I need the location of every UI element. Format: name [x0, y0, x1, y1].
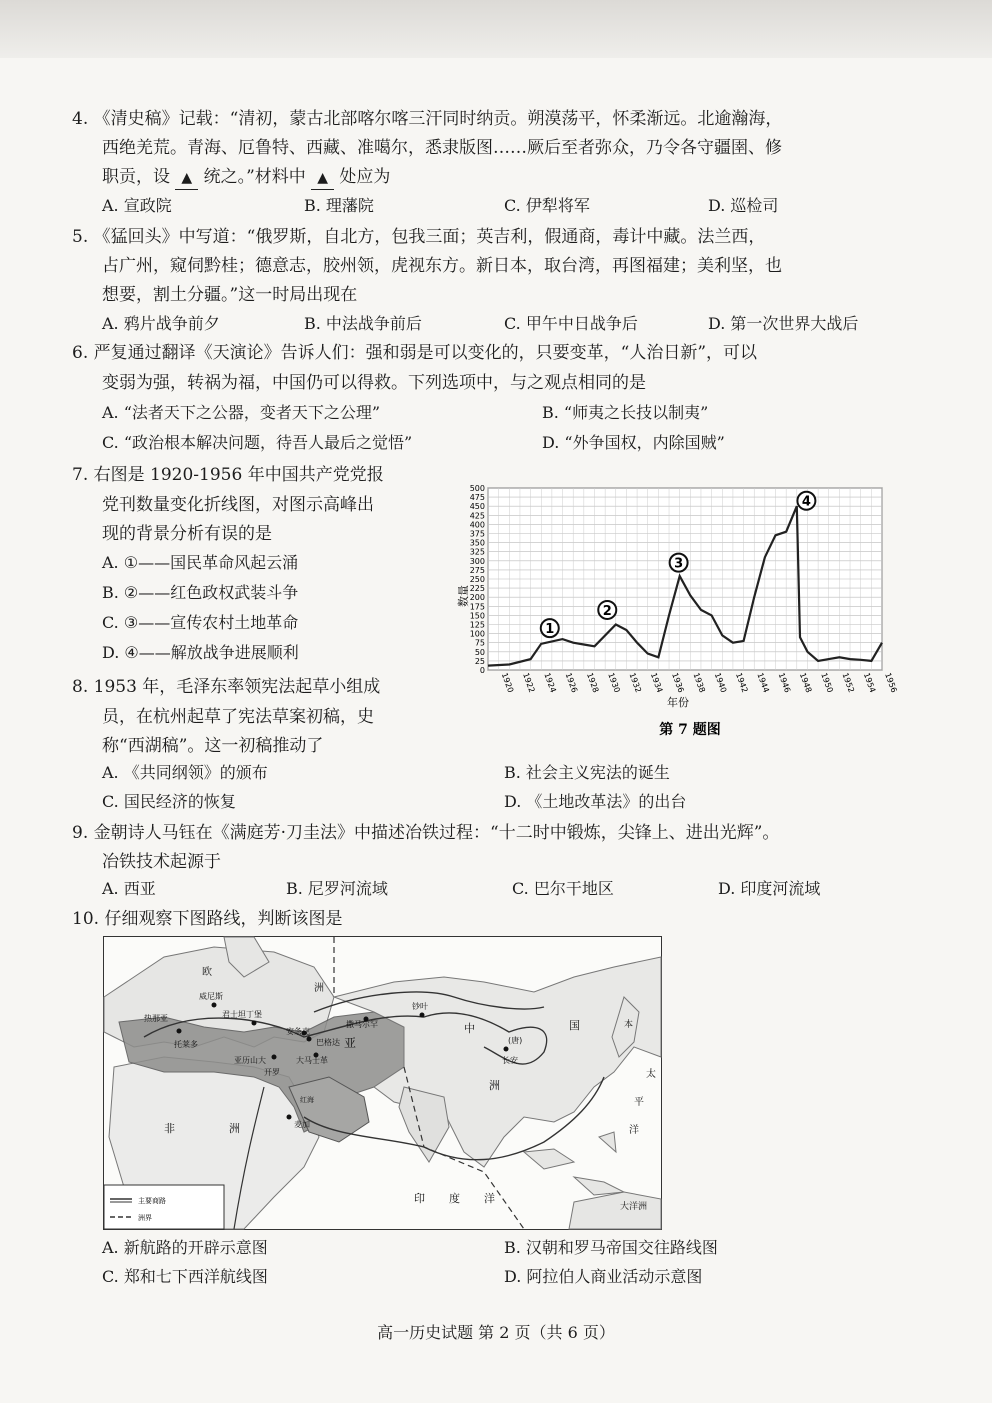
map-label-indian-a: 印	[414, 1192, 425, 1205]
chart-y-tick-label: 225	[469, 584, 485, 594]
q9-option-a: A. 西亚	[102, 879, 156, 898]
map-label-africa-a: 非	[164, 1122, 175, 1135]
map-label-baghdad: 巴格达	[316, 1038, 340, 1047]
q4-line-3a: 职贡，设	[102, 167, 170, 187]
chart-y-tick-label: 275	[469, 565, 485, 575]
map-label-europe-b: 洲	[314, 983, 324, 994]
chart-y-tick-label: 400	[469, 520, 485, 530]
q8-option-d: D. 《土地改革法》的出台	[504, 792, 687, 811]
q7-chart	[457, 480, 899, 742]
map-label-venice: 威尼斯	[199, 992, 223, 1001]
q4-option-b: B. 理藩院	[304, 196, 374, 215]
q4-blank-1	[175, 166, 198, 190]
chart-y-tick-label: 325	[469, 547, 485, 557]
chart-x-tick-label: 1956	[883, 671, 899, 694]
q8-option-a: A. 《共同纲领》的颁布	[102, 763, 268, 782]
q5-option-d: D. 第一次世界大战后	[708, 314, 859, 333]
q9-option-c: C. 巴尔干地区	[512, 879, 614, 898]
chart-x-tick-label: 1932	[627, 671, 643, 694]
map-label-indian-c: 洋	[484, 1192, 495, 1205]
q10-option-a: A. 新航路的开辟示意图	[102, 1238, 268, 1257]
q4-option-d: D. 巡检司	[708, 196, 779, 215]
q7-line-2: 党刊数量变化折线图，对图示高峰出	[102, 495, 374, 515]
q6-option-c: C. “政治根本解决问题，待吾人最后之觉悟”	[102, 433, 413, 452]
map-label-pacific-b: 平	[634, 1097, 644, 1108]
q8-option-c: C. 国民经济的恢复	[102, 792, 236, 811]
map-australia	[569, 1192, 661, 1229]
chart-y-tick-label: 450	[469, 502, 485, 512]
chart-x-tick-label: 1926	[563, 671, 580, 694]
chart-x-tick-label: 1928	[584, 671, 601, 694]
chart-peak-marker-label: 4	[801, 494, 811, 510]
chart-y-tick-label: 500	[469, 484, 485, 493]
map-label-middle: 中	[464, 1022, 475, 1035]
chart-y-tick-label: 75	[474, 638, 485, 648]
q4-option-c: C. 伊犁将军	[504, 196, 590, 215]
chart-y-tick-label: 375	[469, 529, 485, 539]
map-label-constantinople: 君士坦丁堡	[222, 1010, 262, 1019]
q5-option-a: A. 鸦片战争前夕	[102, 314, 220, 333]
map-label-asia-a: 亚	[344, 1036, 357, 1050]
chart-y-tick-label: 25	[474, 656, 485, 666]
q6-option-a: A. “法者天下之公器，变者天下之公理”	[102, 403, 381, 422]
q5-option-b: B. 中法战争前后	[304, 314, 422, 333]
map-label-toledo: 托莱多	[174, 1040, 198, 1049]
map-label-pacific-a: 太	[646, 1069, 656, 1080]
chart-x-tick-label: 1924	[542, 671, 558, 694]
chart-peak-marker-label: 2	[602, 603, 612, 619]
q8-line-3: 称“西湖稿”。这一初稿推动了	[102, 736, 324, 756]
map-label-europe-a: 欧	[202, 967, 212, 978]
blank-triangle-icon: ▲	[317, 170, 328, 186]
q8-option-b: B. 社会主义宪法的诞生	[504, 763, 670, 782]
q7-option-b: B. ②——红色政权武装斗争	[102, 583, 299, 602]
map-svg	[104, 937, 661, 1229]
chart-caption: 第 7 题图	[659, 722, 721, 738]
q7-option-a: A. ①——国民革命风起云涌	[102, 553, 299, 572]
q4-line-2: 西绝羌荒。青海、厄鲁特、西藏、准噶尔，悉隶版图……厥后至者弥众，乃令各守疆圉、修	[102, 138, 782, 158]
chart-x-ticks	[500, 672, 899, 694]
q4-line-3	[102, 166, 390, 190]
chart-y-tick-label: 250	[469, 575, 485, 584]
map-islands	[524, 1132, 624, 1195]
line-chart-svg	[457, 480, 899, 742]
chart-peak-marker-label: 1	[545, 622, 555, 638]
q4-line-3c: 处应为	[339, 167, 391, 187]
q6-line-2: 变弱为强，转祸为福，中国仍可以得救。下列选项中，与之观点相同的是	[102, 373, 646, 393]
chart-y-tick-label: 175	[469, 602, 485, 612]
q9-option-b: B. 尼罗河流域	[286, 879, 388, 898]
map-label-mecca: 麦加	[294, 1120, 310, 1129]
chart-y-tick-label: 100	[469, 629, 485, 639]
chart-x-tick-label: 1950	[819, 671, 835, 694]
map-label-genoa: 热那亚	[144, 1014, 168, 1023]
chart-x-tick-label: 1920	[499, 671, 516, 694]
map-legend	[104, 1185, 224, 1229]
chart-x-tick-label: 1934	[648, 671, 665, 694]
q9-line-1: 9. 金朝诗人马钰在《满庭芳·刀圭法》中描述冶铁过程：“十二时中锻炼，尖锋上、进出光辉”。	[72, 823, 780, 843]
chart-peak-marker	[541, 619, 559, 637]
chart-y-tick-label: 0	[479, 666, 485, 675]
chart-y-tick-label: 350	[469, 538, 485, 548]
q4-line-1: 4. 《清史稿》记载：“清初，蒙古北部喀尔喀三汗同时纳贡。朔漠荡平，怀柔渐远。北逾瀚海，	[72, 109, 783, 129]
q7-line-3: 现的背景分析有误的是	[102, 524, 272, 544]
chart-x-tick-label: 1944	[755, 671, 771, 694]
q8-line-2: 员，在杭州起草了宪法草案初稿，史	[102, 707, 374, 727]
chart-x-tick-label: 1946	[776, 671, 793, 694]
q7-line-1: 7. 右图是 1920-1956 年中国共产党党报	[72, 465, 384, 485]
page-footer: 高一历史试题 第 2 页（共 6 页）	[377, 1323, 615, 1342]
map-label-asia-b: 洲	[489, 1079, 500, 1092]
map-label-damascus: 大马士革	[296, 1056, 328, 1065]
chart-x-tick-label: 1940	[712, 671, 729, 694]
map-label-tang: (唐)	[508, 1036, 523, 1045]
q10-option-b: B. 汉朝和罗马帝国交往路线图	[504, 1238, 718, 1257]
q4-option-a: A. 宣政院	[102, 196, 172, 215]
chart-peak-marker	[797, 492, 815, 510]
q10-option-d: D. 阿拉伯人商业活动示意图	[504, 1267, 703, 1286]
map-label-japan: 本	[624, 1020, 634, 1030]
map-label-samarkand: 撒马尔罕	[346, 1020, 378, 1029]
chart-x-tick-label: 1942	[734, 671, 750, 694]
chart-peak-marker-label: 3	[674, 556, 684, 572]
chart-y-tick-label: 125	[469, 620, 485, 630]
map-label-pacific-c: 洋	[629, 1125, 639, 1136]
trade-route-map	[103, 936, 662, 1230]
q7-option-c: C. ③——宣传农村土地革命	[102, 613, 299, 632]
chart-x-tick-label: 1938	[691, 671, 707, 694]
chart-x-tick-label: 1952	[840, 671, 856, 694]
q4-blank-2	[311, 166, 334, 190]
map-label-kashgar: 钞叶	[412, 1002, 428, 1011]
map-label-red-sea: 红海	[300, 1096, 314, 1104]
q6-line-1: 6. 严复通过翻译《天演论》告诉人们：强和弱是可以变化的，只要变革，“人治日新”，可以	[72, 343, 758, 363]
chart-y-ticks	[470, 484, 485, 675]
chart-x-tick-label: 1954	[861, 671, 878, 694]
chart-y-tick-label: 475	[469, 493, 485, 503]
chart-x-tick-label: 1948	[797, 671, 814, 694]
map-label-indian-b: 度	[449, 1192, 460, 1205]
q10-option-c: C. 郑和七下西洋航线图	[102, 1267, 268, 1286]
chart-y-tick-label: 50	[474, 647, 485, 657]
q6-option-b: B. “师夷之长技以制夷”	[542, 403, 709, 422]
map-label-country: 国	[569, 1019, 580, 1032]
chart-x-tick-label: 1930	[606, 671, 622, 694]
chart-peak-marker	[670, 554, 688, 572]
map-label-oceania: 大洋洲	[620, 1202, 648, 1212]
q9-option-d: D. 印度河流域	[718, 879, 821, 898]
q5-line-3: 想要，割土分疆。”这一时局出现在	[102, 285, 358, 305]
chart-peak-marker	[598, 601, 616, 619]
map-india	[399, 1087, 449, 1162]
map-label-antioch: 安条克	[286, 1027, 310, 1036]
q5-option-c: C. 甲午中日战争后	[504, 314, 638, 333]
chart-x-tick-label: 1922	[521, 671, 537, 694]
q8-line-1: 8. 1953 年，毛泽东率领宪法起草小组成	[72, 677, 381, 697]
chart-y-label: 数量	[457, 585, 470, 607]
q5-line-1: 5. 《猛回头》中写道：“俄罗斯，自北方，包我三面；英吉利，假通商，毒计中藏。法兰西，	[72, 227, 766, 247]
map-label-chang-an: 长安	[502, 1056, 518, 1065]
q9-line-2: 冶铁技术起源于	[102, 852, 221, 872]
q7-option-d: D. ④——解放战争进展顺利	[102, 643, 299, 662]
q6-option-d: D. “外争国权，内除国贼”	[542, 433, 725, 452]
map-label-cairo: 开罗	[264, 1068, 280, 1077]
chart-y-tick-label: 300	[469, 556, 485, 566]
map-legend-route: 主要商路	[138, 1197, 166, 1205]
q4-line-3b: 统之。”材料中	[203, 167, 306, 187]
chart-x-label: 年份	[667, 696, 689, 709]
chart-y-tick-label: 425	[469, 511, 485, 521]
blank-triangle-icon: ▲	[181, 170, 193, 186]
map-label-africa-b: 洲	[229, 1122, 240, 1135]
chart-x-tick-label: 1936	[670, 671, 686, 694]
chart-y-tick-label: 150	[469, 611, 485, 621]
map-legend-border: 洲界	[138, 1214, 152, 1222]
chart-y-tick-label: 200	[469, 593, 485, 603]
q5-line-2: 占广州，窥伺黔桂；德意志，胶州领，虎视东方。新日本，取台湾，再图福建；美利坚，也	[102, 256, 782, 276]
q10-line-1: 10. 仔细观察下图路线，判断该图是	[72, 909, 343, 929]
map-label-alexandria: 亚历山大	[234, 1056, 266, 1065]
